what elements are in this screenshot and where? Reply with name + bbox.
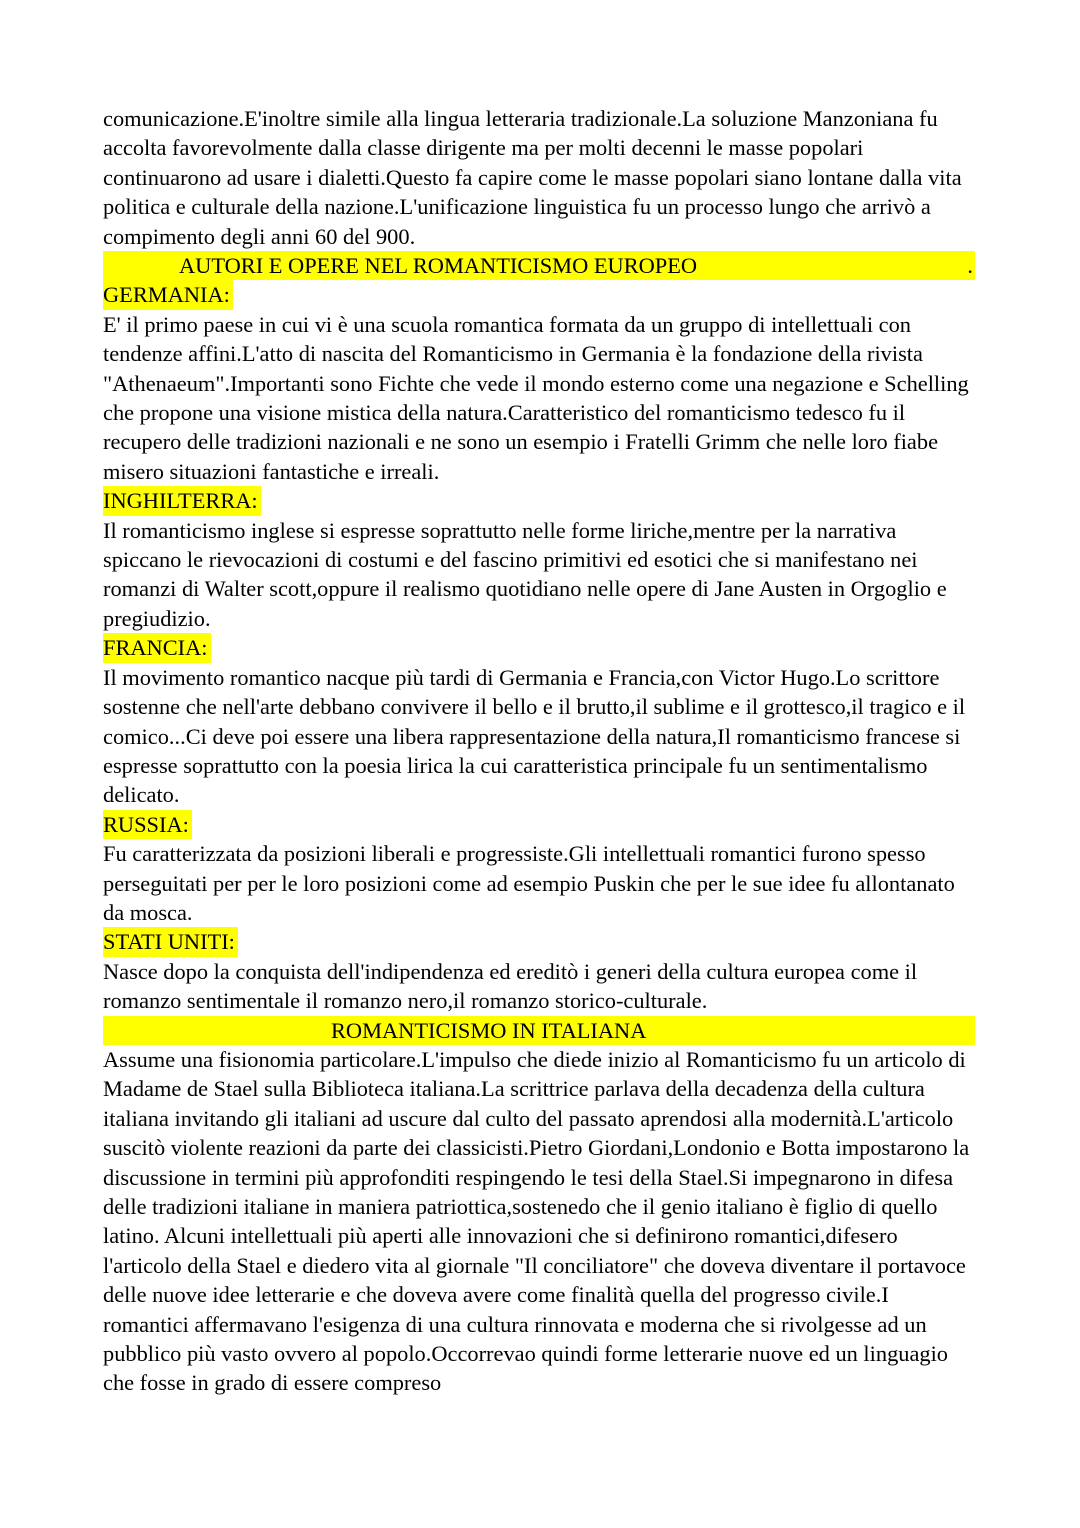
section-heading-italia (103, 1016, 975, 1045)
country-label-russia: RUSSIA: (103, 810, 192, 839)
intro-paragraph: comunicazione.E'inoltre simile alla lingua letteraria tradizionale.La soluzione Manzoniana fu accolta favorevolmente dalla classe dirigente ma per molti decenni le masse popolari continuarono ad usare i dialetti.Questo fa capire come le masse popolari siano lontane dalla vita politica e culturale della nazione.L'unificazione linguistica fu un processo lungo che arrivò a compimento degli anni 60 del 900. (103, 106, 962, 249)
document-page (103, 104, 975, 1398)
paragraph-russia: Fu caratterizzata da posizioni liberali e progressiste.Gli intellettuali romantici furono spesso perseguitati per per le loro posizioni come ad esempio Puskin che per le sue idee fu allontanato da mosca. (103, 841, 955, 925)
section-heading-autori (103, 251, 975, 280)
country-heading-stati-uniti (103, 927, 975, 956)
country-label-inghilterra: INGHILTERRA: (103, 486, 261, 515)
paragraph-germania: E' il primo paese in cui vi è una scuola romantica formata da un gruppo di intellettuali con tendenze affini.L'atto di nascita del Romanticismo in Germania è la fondazione della rivista "Athenaeum".Importanti sono Fichte che vede il mondo esterno come una negazione e Schelling che propone una visione mistica della natura.Caratteristico del romanticismo tedesco fu il recupero delle tradizioni nazionali e ne sono un esempio i Fratelli Grimm che nelle loro fiabe misero situazioni fantastiche e irreali. (103, 311, 969, 484)
country-label-stati-uniti: STATI UNITI: (103, 927, 238, 956)
country-heading-francia (103, 633, 975, 662)
country-heading-germania (103, 280, 975, 309)
country-label-germania: GERMANIA: (103, 280, 233, 309)
country-heading-russia (103, 810, 975, 839)
country-heading-inghilterra (103, 486, 975, 515)
country-label-francia: FRANCIA: (103, 633, 211, 662)
section-heading-autori-text: AUTORI E OPERE NEL ROMANTICISMO EUROPEO (179, 253, 698, 279)
section-heading-italia-text: ROMANTICISMO IN ITALIANA (331, 1017, 647, 1043)
paragraph-inghilterra: Il romanticismo inglese si espresse soprattutto nelle forme liriche,mentre per la narrativa spiccano le rievocazioni di costumi e del fascino primitivi ed esotici che si manifestano nei romanzi di Walter scott,oppure il realismo quotidiano nelle opere di Jane Austen in Orgoglio e pregiudizio. (103, 517, 947, 631)
paragraph-stati-uniti: Nasce dopo la conquista dell'indipendenza ed ereditò i generi della cultura europea come il romanzo sentimentale il romanzo nero,il romanzo storico-culturale. (103, 958, 918, 1014)
paragraph-francia: Il movimento romantico nacque più tardi di Germania e Francia,con Victor Hugo.Lo scrittore sostenne che nell'arte debbano convivere il bello e il brutto,il sublime e il grottesco,il tragico e il comico...Ci deve poi essere una libera rappresentazione della natura,Il romanticismo francese si espresse soprattutto con la poesia lirica la cui caratteristica principale fu un sentimentalismo delicato. (103, 664, 966, 808)
section-heading-autori-dot: . (967, 253, 973, 279)
paragraph-italia: Assume una fisionomia particolare.L'impulso che diede inizio al Romanticismo fu un articolo di Madame de Stael sulla Biblioteca italiana.La scrittrice parlava della decadenza della cultura italiana invitando gli italiani ad uscure dal culto del passato aprendosi alla modernità.L'articolo suscitò violente reazioni da parte dei classicisti.Pietro Giordani,Londonio e Botta impostarono la discussione in termini più approfonditi respingendo le tesi della Stael.Si impegnarono in difesa delle tradizioni italiane in maniera patriottica,sostenedo che il genio italiano è figlio di quello latino. Alcuni intellettuali più aperti alle innovazioni che si definirono romantici,difesero l'articolo della Stael e diedero vita al giornale "Il conciliatore" che doveva diventare il portavoce delle nuove idee letterarie e che doveva avere come finalità quella del progresso civile.I romantici affermavano l'esigenza di una cultura rinnovata e moderna che si rivolgesse ad un pubblico più vasto ovvero al popolo.Occorrevao quindi forme letterarie nuove ed un linguagio che fosse in grado di essere compreso (103, 1046, 970, 1396)
